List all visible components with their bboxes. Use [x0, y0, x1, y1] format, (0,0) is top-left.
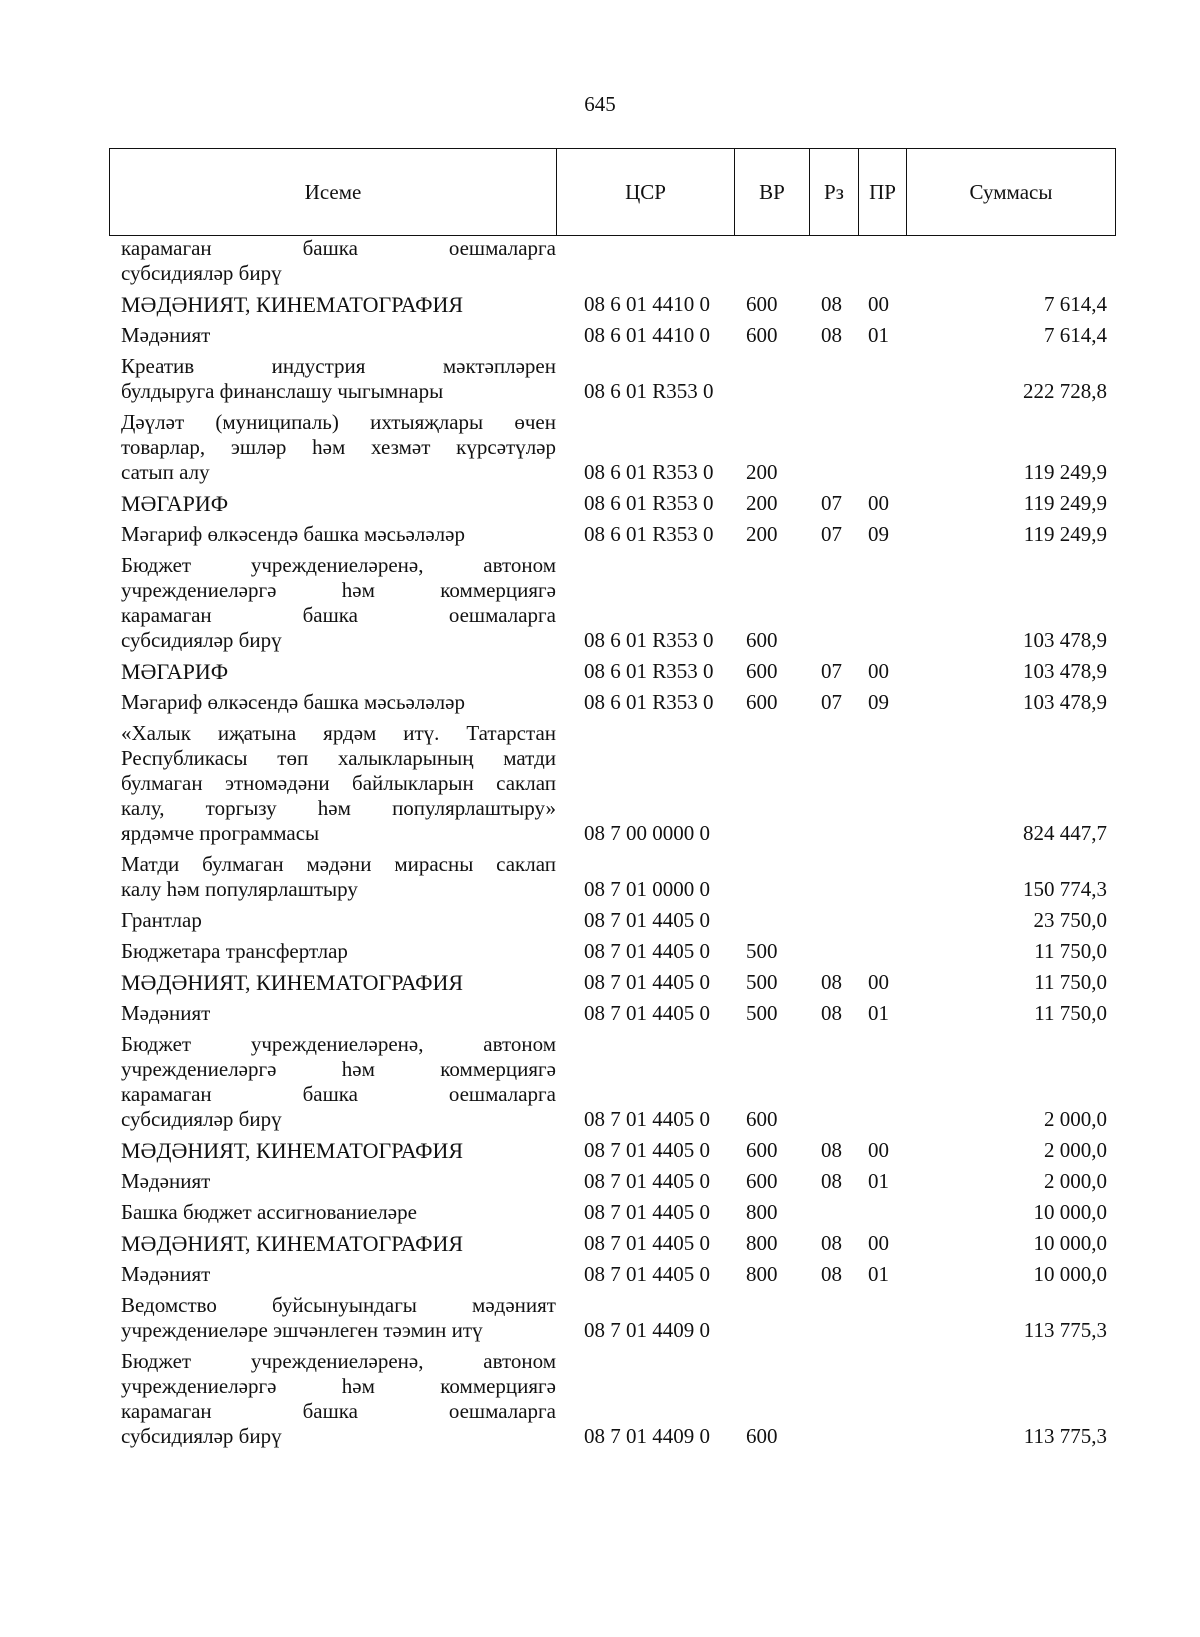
- row-name-line: МӘДӘНИЯТ, КИНЕМАТОГРАФИЯ: [121, 292, 464, 317]
- row-name-line: булдыруга финанслашу чыгымнары: [121, 379, 444, 403]
- row-sum: 2 000,0: [1044, 1169, 1107, 1193]
- row-pr: 00: [868, 491, 889, 515]
- row-name: [109, 354, 556, 404]
- row-name-line: субсидияләр бирү: [121, 1424, 282, 1448]
- row-name-line: калу, торгызу һәм популярлаштыру»: [121, 796, 556, 820]
- row-name-line: учреждениеләргә һәм коммерциягә: [121, 1057, 556, 1081]
- row-name-line: МӘДӘНИЯТ, КИНЕМАТОГРАФИЯ: [121, 970, 464, 995]
- table-row: [109, 721, 1115, 846]
- row-sum: 824 447,7: [1023, 821, 1107, 845]
- table-row: [109, 292, 1115, 317]
- row-pr: 00: [868, 970, 889, 994]
- row-vr: 600: [746, 323, 778, 347]
- row-name-line: учреждениеләре эшчәнлеген тәэмин итү: [121, 1318, 483, 1342]
- row-name: [109, 1231, 556, 1256]
- table-row: [109, 1262, 1115, 1287]
- row-pr: 01: [868, 1001, 889, 1025]
- row-pr: 01: [868, 323, 889, 347]
- row-name-line: Ведомство буйсынуындагы мәдәният: [121, 1293, 556, 1317]
- row-csr: 08 7 01 4405 0: [584, 970, 710, 994]
- row-name-line: сатып алу: [121, 460, 210, 484]
- row-name: [109, 292, 556, 317]
- table-row: [109, 323, 1115, 348]
- table-body: [109, 236, 1115, 1455]
- row-name-line: карамаган башка оешмаларга: [121, 236, 556, 260]
- row-name-line: Башка бюджет ассигнованиеләре: [121, 1200, 417, 1224]
- row-name: [109, 1032, 556, 1132]
- row-pr: 01: [868, 1169, 889, 1193]
- row-name-line: учреждениеләргә һәм коммерциягә: [121, 1374, 556, 1398]
- row-sum: 10 000,0: [1033, 1262, 1107, 1286]
- row-sum: 11 750,0: [1034, 1001, 1107, 1025]
- row-rz: 08: [821, 1001, 842, 1025]
- row-name-line: Грантлар: [121, 908, 202, 932]
- table-row: [109, 1001, 1115, 1026]
- row-csr: 08 6 01 R353 0: [584, 522, 714, 546]
- table-row: [109, 970, 1115, 995]
- table-row: [109, 236, 1115, 286]
- row-csr: 08 6 01 R353 0: [584, 460, 714, 484]
- row-name-line: МӘГАРИФ: [121, 491, 229, 516]
- row-name: [109, 491, 556, 516]
- row-vr: 500: [746, 1001, 778, 1025]
- row-csr: 08 6 01 R353 0: [584, 659, 714, 683]
- row-pr: 00: [868, 1138, 889, 1162]
- row-name: [109, 236, 556, 286]
- row-name: [109, 553, 556, 653]
- row-vr: 500: [746, 939, 778, 963]
- row-csr: 08 7 01 0000 0: [584, 877, 710, 901]
- row-rz: 07: [821, 491, 842, 515]
- row-csr: 08 7 01 4405 0: [584, 908, 710, 932]
- table-row: [109, 1032, 1115, 1132]
- row-name-line: учреждениеләргә һәм коммерциягә: [121, 578, 556, 602]
- row-name-line: Бюджетара трансфертлар: [121, 939, 348, 963]
- row-name: [109, 323, 556, 348]
- row-vr: 600: [746, 628, 778, 652]
- row-name: [109, 970, 556, 995]
- row-name-line: «Халык иҗатына ярдәм итү. Татарстан: [121, 721, 556, 745]
- row-vr: 600: [746, 1107, 778, 1131]
- row-sum: 119 249,9: [1023, 491, 1107, 515]
- row-csr: 08 7 01 4405 0: [584, 1138, 710, 1162]
- row-csr: 08 6 01 4410 0: [584, 292, 710, 316]
- table-row: [109, 553, 1115, 653]
- row-name-line: Дәүләт (муниципаль) ихтыяҗлары өчен: [121, 410, 556, 434]
- table-row: [109, 939, 1115, 964]
- row-vr: 800: [746, 1262, 778, 1286]
- table-header: [109, 148, 1116, 236]
- table-row: [109, 1138, 1115, 1163]
- row-csr: 08 7 01 4405 0: [584, 1001, 710, 1025]
- row-name-line: карамаган башка оешмаларга: [121, 603, 556, 627]
- row-sum: 7 614,4: [1044, 323, 1107, 347]
- row-sum: 113 775,3: [1023, 1318, 1107, 1342]
- table-row: [109, 354, 1115, 404]
- page-number: 645: [584, 92, 616, 116]
- row-pr: 00: [868, 292, 889, 316]
- header-sum: Суммасы: [907, 149, 1116, 236]
- row-vr: 200: [746, 491, 778, 515]
- row-rz: 08: [821, 1262, 842, 1286]
- row-csr: 08 6 01 R353 0: [584, 491, 714, 515]
- header-vr: ВР: [735, 149, 810, 236]
- row-vr: 600: [746, 1169, 778, 1193]
- row-name-line: калу һәм популярлаштыру: [121, 877, 358, 901]
- row-rz: 08: [821, 970, 842, 994]
- row-name-line: МӘДӘНИЯТ, КИНЕМАТОГРАФИЯ: [121, 1138, 464, 1163]
- row-sum: 2 000,0: [1044, 1107, 1107, 1131]
- row-pr: 01: [868, 1262, 889, 1286]
- header-name: Исеме: [110, 149, 557, 236]
- row-name: [109, 939, 556, 964]
- row-sum: 23 750,0: [1033, 908, 1107, 932]
- row-name-line: Матди булмаган мәдәни мирасны саклап: [121, 852, 556, 876]
- row-vr: 800: [746, 1200, 778, 1224]
- row-csr: 08 6 01 R353 0: [584, 379, 714, 403]
- row-name-line: Мәгариф өлкәсендә башка мәсьәләләр: [121, 690, 465, 714]
- row-pr: 09: [868, 690, 889, 714]
- row-name: [109, 1293, 556, 1343]
- row-name-line: Креатив индустрия мәктәпләрен: [121, 354, 556, 378]
- row-vr: 600: [746, 292, 778, 316]
- table-row: [109, 410, 1115, 485]
- table-row: [109, 1169, 1115, 1194]
- row-csr: 08 7 01 4405 0: [584, 1107, 710, 1131]
- table-row: [109, 908, 1115, 933]
- row-name: [109, 1262, 556, 1287]
- row-rz: 08: [821, 1169, 842, 1193]
- row-name-line: ярдәмче программасы: [121, 821, 320, 845]
- row-csr: 08 7 00 0000 0: [584, 821, 710, 845]
- table-row: [109, 852, 1115, 902]
- row-csr: 08 7 01 4405 0: [584, 1200, 710, 1224]
- table-row: [109, 491, 1115, 516]
- row-rz: 07: [821, 659, 842, 683]
- row-name-line: булмаган этномәдәни байлыкларын саклап: [121, 771, 556, 795]
- row-vr: 600: [746, 659, 778, 683]
- row-sum: 11 750,0: [1034, 939, 1107, 963]
- row-sum: 2 000,0: [1044, 1138, 1107, 1162]
- row-name: [109, 1001, 556, 1026]
- row-name: [109, 1169, 556, 1194]
- row-vr: 600: [746, 690, 778, 714]
- row-vr: 200: [746, 522, 778, 546]
- row-name-line: Бюджет учреждениеләренә, автоном: [121, 1349, 556, 1373]
- row-name-line: субсидияләр бирү: [121, 1107, 282, 1131]
- row-name: [109, 1200, 556, 1225]
- row-name: [109, 522, 556, 547]
- row-name: [109, 410, 556, 485]
- row-sum: 222 728,8: [1023, 379, 1107, 403]
- header-pr: ПР: [859, 149, 907, 236]
- row-vr: 200: [746, 460, 778, 484]
- row-name-line: Мәгариф өлкәсендә башка мәсьәләләр: [121, 522, 465, 546]
- row-vr: 500: [746, 970, 778, 994]
- header-csr: ЦСР: [557, 149, 735, 236]
- row-name-line: Мәдәният: [121, 1169, 211, 1193]
- row-name-line: Республикасы төп халыкларының матди: [121, 746, 556, 770]
- row-sum: 10 000,0: [1033, 1231, 1107, 1255]
- table-row: [109, 522, 1115, 547]
- row-name: [109, 908, 556, 933]
- table-row: [109, 659, 1115, 684]
- row-name-line: субсидияләр бирү: [121, 261, 282, 285]
- row-rz: 07: [821, 522, 842, 546]
- table-row: [109, 1349, 1115, 1449]
- table-row: [109, 1200, 1115, 1225]
- row-sum: 113 775,3: [1023, 1424, 1107, 1448]
- row-name: [109, 1138, 556, 1163]
- row-name-line: карамаган башка оешмаларга: [121, 1399, 556, 1423]
- row-sum: 119 249,9: [1023, 460, 1107, 484]
- row-csr: 08 7 01 4405 0: [584, 1169, 710, 1193]
- row-sum: 150 774,3: [1023, 877, 1107, 901]
- row-csr: 08 7 01 4405 0: [584, 1231, 710, 1255]
- row-vr: 600: [746, 1424, 778, 1448]
- row-name-line: карамаган башка оешмаларга: [121, 1082, 556, 1106]
- table-row: [109, 690, 1115, 715]
- row-rz: 08: [821, 1138, 842, 1162]
- row-name-line: МӘДӘНИЯТ, КИНЕМАТОГРАФИЯ: [121, 1231, 464, 1256]
- row-csr: 08 6 01 4410 0: [584, 323, 710, 347]
- table-row: [109, 1293, 1115, 1343]
- row-vr: 800: [746, 1231, 778, 1255]
- row-csr: 08 6 01 R353 0: [584, 628, 714, 652]
- row-name-line: Бюджет учреждениеләренә, автоном: [121, 1032, 556, 1056]
- row-name: [109, 1349, 556, 1449]
- row-rz: 07: [821, 690, 842, 714]
- row-sum: 103 478,9: [1023, 659, 1107, 683]
- row-name-line: Мәдәният: [121, 1262, 211, 1286]
- row-name-line: Мәдәният: [121, 1001, 211, 1025]
- row-pr: 00: [868, 659, 889, 683]
- row-name-line: Мәдәният: [121, 323, 211, 347]
- table-row: [109, 1231, 1115, 1256]
- row-name-line: субсидияләр бирү: [121, 628, 282, 652]
- row-csr: 08 6 01 R353 0: [584, 690, 714, 714]
- row-sum: 7 614,4: [1044, 292, 1107, 316]
- row-name: [109, 852, 556, 902]
- row-name-line: МӘГАРИФ: [121, 659, 229, 684]
- row-csr: 08 7 01 4409 0: [584, 1318, 710, 1342]
- row-name: [109, 721, 556, 846]
- row-name: [109, 690, 556, 715]
- row-pr: 00: [868, 1231, 889, 1255]
- header-rz: Рз: [810, 149, 859, 236]
- row-pr: 09: [868, 522, 889, 546]
- row-sum: 10 000,0: [1033, 1200, 1107, 1224]
- row-csr: 08 7 01 4409 0: [584, 1424, 710, 1448]
- row-name: [109, 659, 556, 684]
- row-vr: 600: [746, 1138, 778, 1162]
- row-rz: 08: [821, 292, 842, 316]
- row-sum: 103 478,9: [1023, 690, 1107, 714]
- row-sum: 119 249,9: [1023, 522, 1107, 546]
- row-sum: 103 478,9: [1023, 628, 1107, 652]
- row-csr: 08 7 01 4405 0: [584, 1262, 710, 1286]
- row-sum: 11 750,0: [1034, 970, 1107, 994]
- row-rz: 08: [821, 323, 842, 347]
- row-rz: 08: [821, 1231, 842, 1255]
- row-csr: 08 7 01 4405 0: [584, 939, 710, 963]
- row-name-line: Бюджет учреждениеләренә, автоном: [121, 553, 556, 577]
- row-name-line: товарлар, эшләр һәм хезмәт күрсәтүләр: [121, 435, 556, 459]
